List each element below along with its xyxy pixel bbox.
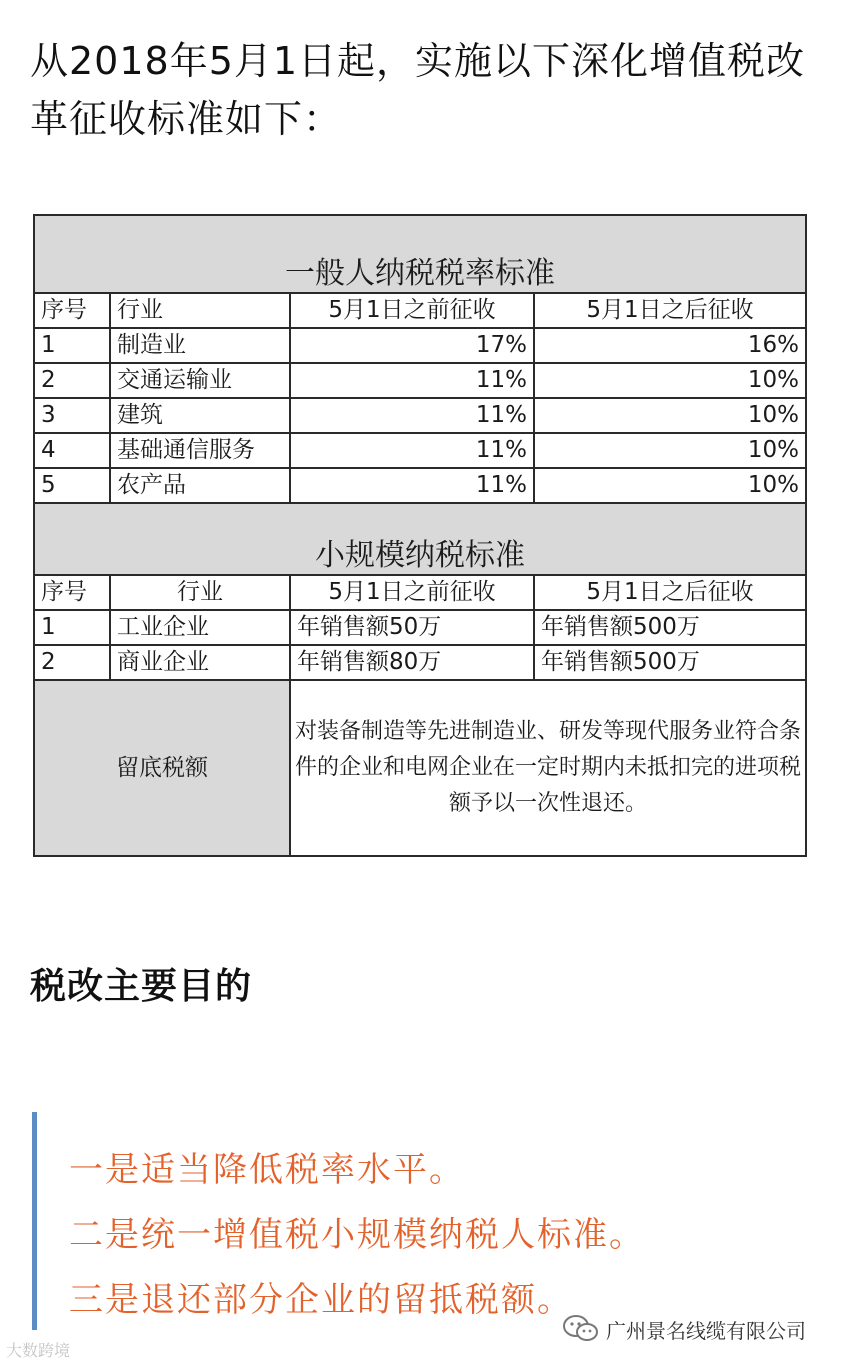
goals-quote-block (32, 1112, 817, 1330)
header-before: 5月1日之前征收 (290, 293, 534, 328)
intro-paragraph: 从2018年5月1日起，实施以下深化增值税改革征收标准如下： (30, 39, 806, 141)
tax-rate-table (33, 214, 807, 857)
general-taxpayer-title: 一般人纳税税率标准 (34, 215, 806, 293)
table-row (34, 468, 806, 503)
header-after: 5月1日之后征收 (534, 575, 806, 610)
row-after: 10% (534, 433, 806, 468)
table-row (34, 610, 806, 645)
table-row (34, 363, 806, 398)
retain-description: 对装备制造等先进制造业、研发等现代服务业符合条件的企业和电网企业在一定时期内未抵扣完的进项税额予以一次性退还。 (290, 680, 806, 856)
header-before: 5月1日之前征收 (290, 575, 534, 610)
wechat-icon (562, 1314, 600, 1344)
section-heading: 税改主要目的 (30, 966, 253, 1007)
row-after: 年销售额500万 (534, 610, 806, 645)
row-no: 5 (34, 468, 110, 503)
row-before: 年销售额50万 (290, 610, 534, 645)
header-industry: 行业 (110, 575, 290, 610)
row-industry: 交通运输业 (110, 363, 290, 398)
row-no: 1 (34, 328, 110, 363)
row-industry: 工业企业 (110, 610, 290, 645)
row-before: 11% (290, 433, 534, 468)
header-no: 序号 (34, 293, 110, 328)
row-industry: 商业企业 (110, 645, 290, 680)
row-before: 年销售额80万 (290, 645, 534, 680)
account-name: 广州景名线缆有限公司 (606, 1318, 806, 1343)
row-before: 11% (290, 468, 534, 503)
header-after: 5月1日之后征收 (534, 293, 806, 328)
row-no: 2 (34, 363, 110, 398)
row-after: 10% (534, 363, 806, 398)
row-industry: 建筑 (110, 398, 290, 433)
row-no: 1 (34, 610, 110, 645)
row-before: 17% (290, 328, 534, 363)
row-before: 11% (290, 363, 534, 398)
row-before: 11% (290, 398, 534, 433)
row-industry: 基础通信服务 (110, 433, 290, 468)
row-no: 4 (34, 433, 110, 468)
small-scale-title: 小规模纳税标准 (34, 503, 806, 575)
row-after: 10% (534, 468, 806, 503)
table-header-row (34, 575, 806, 610)
row-industry: 农产品 (110, 468, 290, 503)
goal-item: 二是统一增值税小规模纳税人标准。 (69, 1215, 645, 1255)
table-row (34, 433, 806, 468)
row-no: 2 (34, 645, 110, 680)
retain-label: 留底税额 (34, 680, 290, 856)
account-watermark (562, 1314, 806, 1344)
row-no: 3 (34, 398, 110, 433)
row-industry: 制造业 (110, 328, 290, 363)
row-after: 16% (534, 328, 806, 363)
table-header-row (34, 293, 806, 328)
table-row (34, 398, 806, 433)
watermark-text: 大数跨境 (6, 1341, 71, 1360)
header-no: 序号 (34, 575, 110, 610)
goal-item: 一是适当降低税率水平。 (69, 1150, 465, 1190)
table-row (34, 645, 806, 680)
table-row (34, 328, 806, 363)
header-industry: 行业 (110, 293, 290, 328)
row-after: 10% (534, 398, 806, 433)
row-after: 年销售额500万 (534, 645, 806, 680)
goal-item: 三是退还部分企业的留抵税额。 (69, 1280, 573, 1320)
retain-row (34, 680, 806, 856)
